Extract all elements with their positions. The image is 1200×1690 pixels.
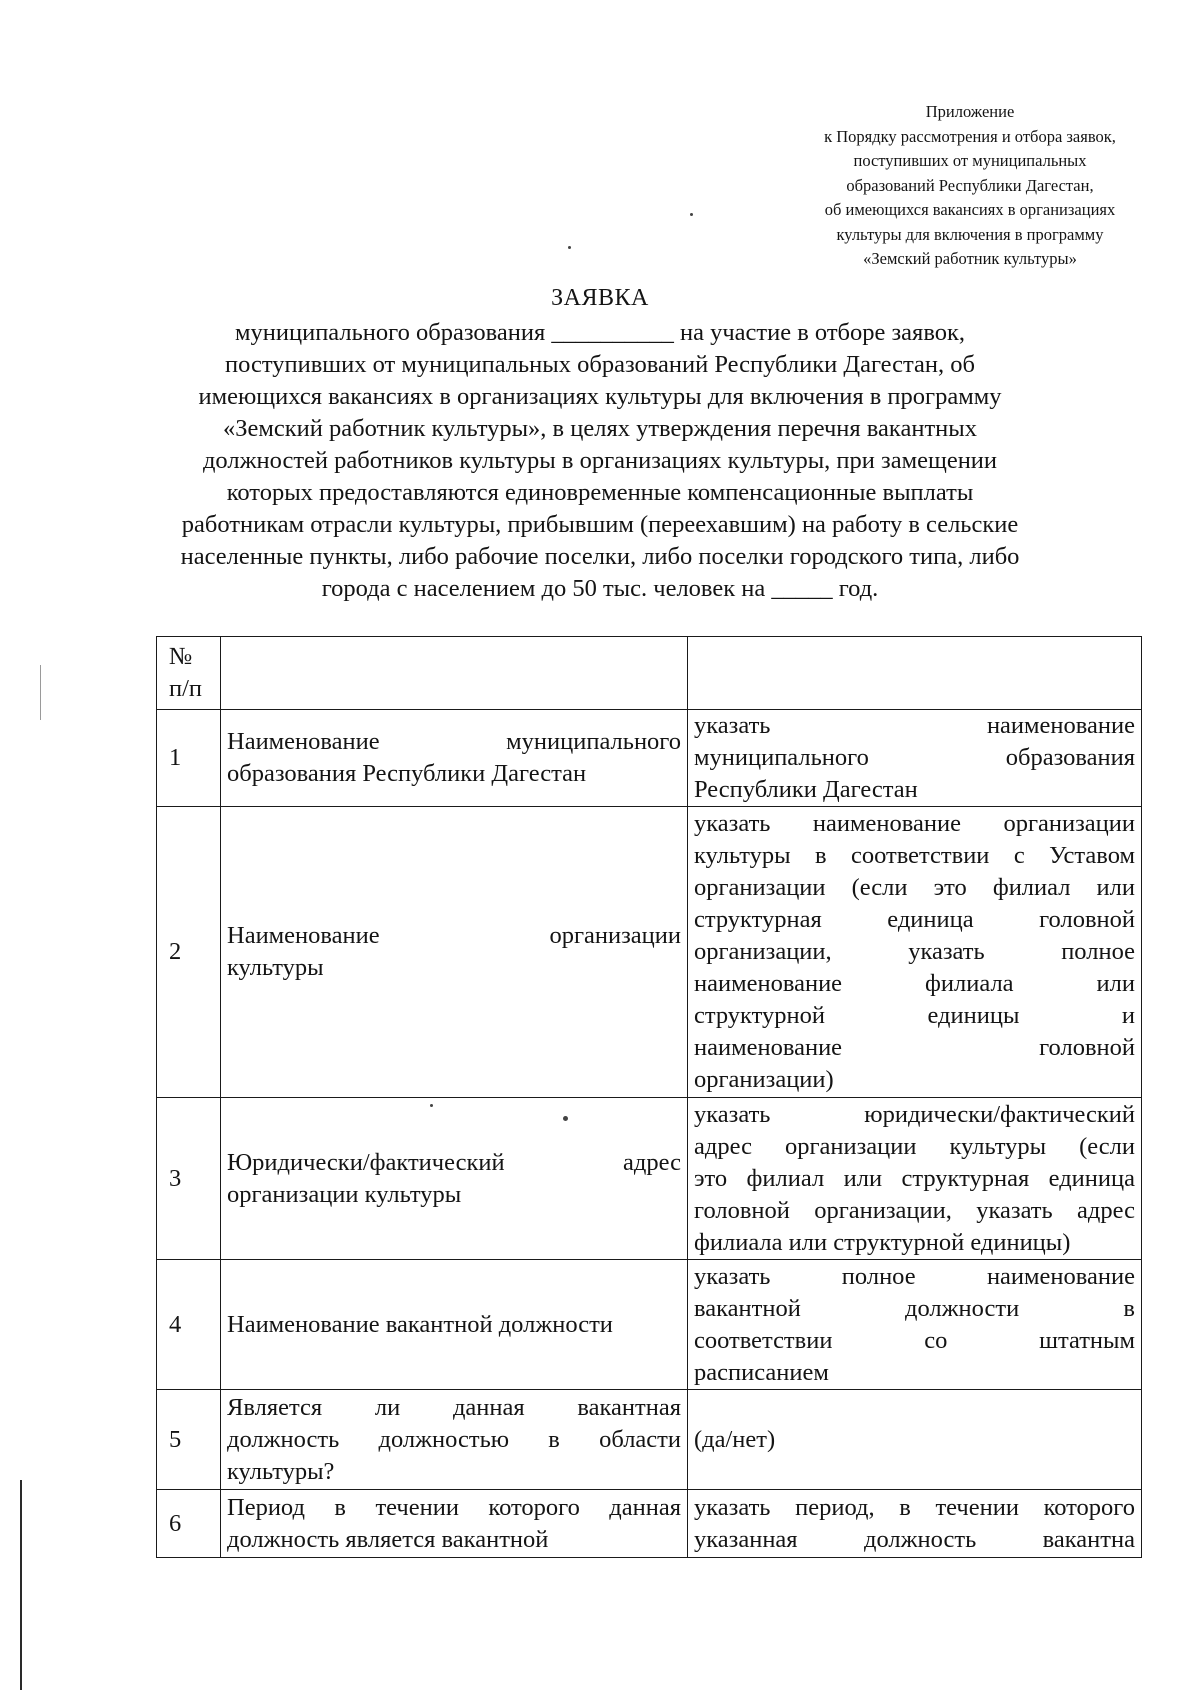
row-field-description xyxy=(688,1098,1142,1260)
cell-line: наименование головной xyxy=(694,1034,1135,1061)
table-row xyxy=(157,1098,1142,1260)
row-field-name xyxy=(221,1390,688,1490)
cell-line: должность должностью в области xyxy=(227,1425,681,1453)
row-field-description xyxy=(688,1490,1142,1558)
header-number-label: п/п xyxy=(169,675,203,702)
cell-line: указать наименование организации xyxy=(694,810,1135,837)
intro-line: которых предоставляются единовременные компенсационные выплаты xyxy=(226,479,974,506)
cell-line: организации культуры xyxy=(227,1180,462,1208)
row-field-name xyxy=(221,807,688,1098)
intro-line: должностей работников культуры в организациях культуры, при замещении xyxy=(202,447,998,474)
appendix-line: культуры для включения в программу xyxy=(836,224,1104,244)
row-number: 1 xyxy=(157,710,221,807)
cell-line: Республики Дагестан xyxy=(694,776,918,803)
header-number-sign: № xyxy=(169,643,193,670)
scan-speck xyxy=(563,1116,568,1121)
appendix-line: «Земский работник культуры» xyxy=(863,249,1077,268)
intro-line: «Земский работник культуры», в целях утверждения перечня вакантных xyxy=(223,415,977,442)
intro-line: работникам отрасли культуры, прибывшим (переехавшим) на работу в сельские xyxy=(181,511,1019,538)
cell-line: расписанием xyxy=(694,1358,829,1386)
appendix-line: поступивших от муниципальных xyxy=(853,151,1087,170)
cell-line: Юридически/фактический адрес xyxy=(227,1148,681,1176)
application-table xyxy=(156,636,1142,1558)
row-field-description xyxy=(688,710,1142,807)
row-number: 3 xyxy=(157,1098,221,1260)
cell-line: структурная единица головной xyxy=(694,906,1135,933)
cell-line: культуры? xyxy=(227,1457,335,1485)
cell-line: наименование филиала или xyxy=(694,970,1135,997)
header-cell-name xyxy=(221,637,688,710)
scan-margin-line xyxy=(40,665,41,720)
cell-line: (да/нет) xyxy=(694,1425,776,1453)
scan-speck xyxy=(430,1104,433,1107)
scan-speck xyxy=(568,246,571,249)
header-cell-number xyxy=(157,637,221,710)
cell-line: Наименование организации xyxy=(227,922,681,949)
row-number: 2 xyxy=(157,807,221,1098)
cell-line: указанная должность вакантна xyxy=(694,1525,1135,1553)
application-intro xyxy=(150,317,1050,605)
appendix-line: об имеющихся вакансиях в организациях xyxy=(824,200,1116,219)
cell-line: это филиал или структурная единица xyxy=(694,1164,1135,1192)
header-cell-desc xyxy=(688,637,1142,710)
table-row xyxy=(157,710,1142,807)
cell-line: культуры xyxy=(227,954,324,981)
row-field-description xyxy=(688,1260,1142,1390)
row-number: 6 xyxy=(157,1490,221,1558)
cell-line: указать период, в течении которого xyxy=(694,1493,1135,1521)
row-field-name xyxy=(221,710,688,807)
appendix-line: образований Республики Дагестан, xyxy=(846,175,1094,195)
cell-line: организации, указать полное xyxy=(694,938,1135,965)
row-field-description xyxy=(688,807,1142,1098)
cell-line: должность является вакантной xyxy=(227,1525,549,1553)
cell-line: Наименование вакантной должности xyxy=(227,1310,613,1338)
intro-line: муниципального образования __________ на участие в отборе заявок, xyxy=(235,319,965,346)
cell-line: указать полное наименование xyxy=(694,1262,1135,1290)
cell-line: головной организации, указать адрес xyxy=(694,1196,1135,1224)
scan-speck xyxy=(690,213,693,216)
cell-line: организации (если это филиал или xyxy=(694,874,1135,901)
cell-line: соответствии со штатным xyxy=(694,1326,1135,1354)
cell-line: филиала или структурной единицы) xyxy=(694,1228,1071,1256)
scan-margin-line xyxy=(20,1480,22,1690)
row-field-name xyxy=(221,1490,688,1558)
row-number: 5 xyxy=(157,1390,221,1490)
cell-line: адрес организации культуры (если xyxy=(694,1132,1135,1160)
row-field-description xyxy=(688,1390,1142,1490)
cell-line: Наименование муниципального xyxy=(227,728,681,755)
cell-line: Период в течении которого данная xyxy=(227,1493,681,1521)
cell-line: вакантной должности в xyxy=(694,1294,1135,1322)
cell-line: Является ли данная вакантная xyxy=(227,1393,681,1421)
row-field-name xyxy=(221,1098,688,1260)
table-row xyxy=(157,807,1142,1098)
cell-line: образования Республики Дагестан xyxy=(227,760,587,787)
table-header-row xyxy=(157,637,1142,710)
row-field-name xyxy=(221,1260,688,1390)
appendix-header xyxy=(760,100,1180,272)
intro-line: имеющихся вакансиях в организациях культуры для включения в программу xyxy=(198,383,1002,410)
cell-line: муниципального образования xyxy=(694,744,1135,771)
document-title: ЗАЯВКА xyxy=(551,285,649,311)
cell-line: указать наименование xyxy=(694,712,1135,739)
intro-line: населенные пункты, либо рабочие поселки, либо поселки городского типа, либо xyxy=(180,543,1020,570)
cell-line: структурной единицы и xyxy=(694,1002,1135,1029)
table-row xyxy=(157,1390,1142,1490)
intro-line: поступивших от муниципальных образований Республики Дагестан, об xyxy=(225,351,975,378)
cell-line: организации) xyxy=(694,1066,834,1093)
cell-line: культуры в соответствии с Уставом xyxy=(694,842,1135,869)
table-row xyxy=(157,1260,1142,1390)
appendix-line: Приложение xyxy=(925,102,1015,121)
intro-line: города с населением до 50 тыс. человек на _____ год. xyxy=(321,575,879,602)
cell-line: указать юридически/фактический xyxy=(694,1100,1135,1128)
row-number: 4 xyxy=(157,1260,221,1390)
table-row xyxy=(157,1490,1142,1558)
appendix-line: к Порядку рассмотрения и отбора заявок, xyxy=(824,126,1116,146)
